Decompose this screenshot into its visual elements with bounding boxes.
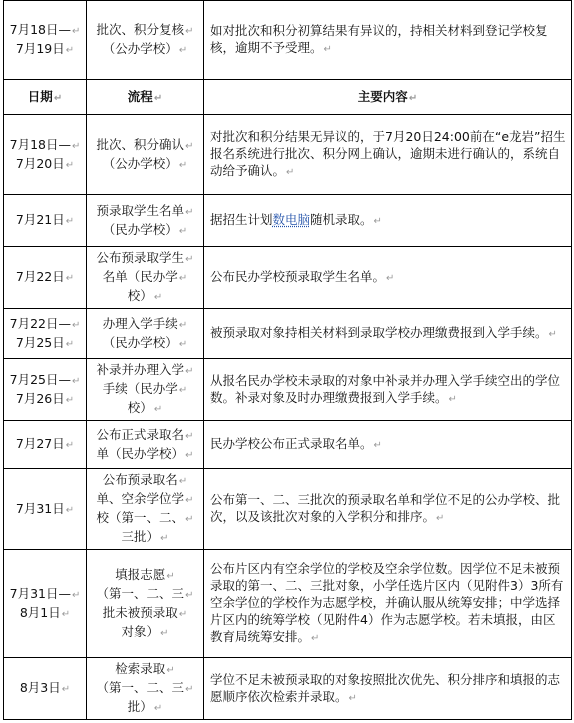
- paragraph-mark-icon: ↵: [178, 476, 188, 487]
- paragraph-mark-icon: ↵: [185, 26, 194, 37]
- date-line: [8, 268, 82, 287]
- process-text: （民办学校）: [102, 334, 178, 350]
- process-cell: [87, 195, 204, 247]
- table-row: [4, 421, 572, 469]
- process-line: [91, 528, 199, 547]
- date-line: [8, 679, 82, 698]
- date-text: 7月19日: [15, 41, 65, 56]
- process-text: 批次、积分确认: [96, 136, 185, 152]
- process-text: 预录取学生名单: [96, 202, 185, 218]
- process-line: [91, 21, 199, 40]
- paragraph-mark-icon: ↵: [166, 665, 175, 676]
- process-cell: [87, 1, 204, 80]
- paragraph-mark-icon: ↵: [178, 338, 188, 350]
- paragraph-mark-icon: ↵: [178, 45, 188, 56]
- content-text: 对批次和积分结果无异议的，于7月20日24:00前在“e龙岩”招生报名系统进行批次、积分网上确认，逾期未进行确认的，系统自动给予确认。: [210, 129, 566, 178]
- content-text: 据招生计划: [210, 212, 273, 227]
- content-cell: [204, 658, 572, 720]
- content-text: 从报名民办学校未录取的对象中补录并办理入学手续空出的学位数。补录对象及时办理缴费报到入学手续。: [210, 372, 561, 405]
- process-text: 公布预录取名: [102, 472, 178, 487]
- process-cell: [87, 550, 204, 658]
- process-line: [91, 490, 199, 509]
- content-cell: [204, 421, 572, 469]
- header-row: [4, 80, 572, 115]
- process-line: [91, 679, 199, 698]
- paragraph-mark-icon: ↵: [153, 292, 163, 303]
- table-row: [4, 115, 572, 195]
- table-row: [4, 469, 572, 550]
- process-text: 填报志愿: [115, 566, 166, 582]
- date-line: [8, 604, 82, 623]
- process-line: [91, 509, 199, 528]
- date-cell: [4, 421, 87, 469]
- paragraph-mark-icon: ↵: [448, 393, 457, 405]
- process-text: 单（民办学校）: [96, 445, 185, 461]
- date-text: 7月20日: [15, 155, 65, 171]
- process-text: 校（第一、二、: [96, 510, 185, 525]
- process-line: [91, 334, 199, 353]
- process-cell: [87, 115, 204, 195]
- date-text: 7月21日: [15, 212, 65, 227]
- paragraph-mark-icon: ↵: [65, 440, 75, 451]
- date-text: 7月27日: [15, 436, 65, 451]
- date-text: 8月3日: [19, 680, 61, 695]
- process-text: 批未被预录取: [102, 604, 178, 620]
- process-header: [87, 80, 204, 115]
- date-line: [8, 155, 82, 174]
- process-line: [91, 471, 199, 490]
- process-text: （公办学校）: [102, 155, 178, 171]
- content-cell: [204, 247, 572, 309]
- date-line: [8, 40, 82, 59]
- process-text: （第一、二、三: [96, 585, 185, 601]
- process-line: [91, 380, 199, 399]
- process-line: [91, 604, 199, 623]
- paragraph-mark-icon: ↵: [185, 684, 194, 695]
- table-row: [4, 359, 572, 421]
- process-line: [91, 585, 199, 604]
- paragraph-mark-icon: ↵: [71, 319, 81, 331]
- date-cell: [4, 247, 87, 309]
- process-line: [91, 698, 199, 717]
- content-cell: [204, 195, 572, 247]
- paragraph-mark-icon: ↵: [178, 273, 188, 284]
- date-line: [8, 21, 82, 40]
- date-text: 7月22日: [15, 269, 65, 284]
- table-row: [4, 1, 572, 80]
- process-line: [91, 287, 199, 306]
- paragraph-mark-icon: ↵: [166, 570, 175, 582]
- table-row: [4, 309, 572, 359]
- content-cell: [204, 115, 572, 195]
- date-cell: [4, 469, 87, 550]
- paragraph-mark-icon: ↵: [436, 513, 445, 524]
- date-header-text: 日期: [27, 88, 53, 104]
- process-text: （民办学校）: [102, 221, 178, 237]
- paragraph-mark-icon: ↵: [348, 692, 357, 704]
- date-line: [8, 500, 82, 519]
- date-text: 7月18日—: [9, 22, 71, 37]
- process-line: [91, 136, 199, 155]
- paragraph-mark-icon: ↵: [153, 404, 163, 415]
- date-line: [8, 390, 82, 409]
- process-cell: [87, 309, 204, 359]
- process-line: [91, 426, 199, 445]
- paragraph-mark-icon: ↵: [185, 366, 194, 377]
- process-line: [91, 40, 199, 59]
- process-line: [91, 202, 199, 221]
- content-text: 公布片区内有空余学位的学校及空余学位数。因学位不足未被预录取的第一、二、三批对象，小学任选片区内（见附件3）3所有空余学位的学校作为志愿学校，并确认服从统筹安排；中学选择片区内的统筹学校（见附件4）作为志愿学校。若未填报，由区教育局统筹安排。: [210, 561, 564, 644]
- paragraph-mark-icon: ↵: [185, 589, 194, 601]
- process-line: [91, 361, 199, 380]
- paragraph-mark-icon: ↵: [71, 26, 81, 37]
- paragraph-mark-icon: ↵: [185, 254, 194, 265]
- content-header: [204, 80, 572, 115]
- date-line: [8, 371, 82, 390]
- content-highlight-text: 数电脑: [272, 212, 311, 227]
- process-line: [91, 221, 199, 240]
- paragraph-mark-icon: ↵: [61, 684, 71, 695]
- date-cell: [4, 550, 87, 658]
- table-row: [4, 195, 572, 247]
- paragraph-mark-icon: ↵: [178, 159, 188, 171]
- date-text: 7月25日: [15, 334, 65, 350]
- paragraph-mark-icon: ↵: [323, 44, 332, 55]
- process-header-text: 流程: [127, 88, 153, 104]
- content-header-text: 主要内容: [357, 88, 408, 104]
- paragraph-mark-icon: ↵: [160, 533, 169, 544]
- paragraph-mark-icon: ↵: [185, 495, 194, 506]
- date-text: 7月31日—: [9, 585, 71, 601]
- process-line: [91, 566, 199, 585]
- process-text: 公布预录取学生: [96, 250, 185, 265]
- paragraph-mark-icon: ↵: [178, 225, 188, 237]
- process-cell: [87, 421, 204, 469]
- content-text: 公布第一、二、三批次的预录取名单和学位不足的公办学校、批次，以及该批次对象的入学积分和排序。: [210, 492, 561, 524]
- paragraph-mark-icon: ↵: [185, 206, 194, 218]
- date-line: [8, 435, 82, 454]
- content-text: 被预录取对象持相关材料到录取学校办理缴费报到入学手续。: [210, 325, 548, 340]
- date-text: 7月22日—: [9, 315, 71, 331]
- schedule-table-body: [4, 1, 572, 720]
- table-row: [4, 550, 572, 658]
- process-text: 单、空余学位学: [96, 491, 185, 506]
- paragraph-mark-icon: ↵: [65, 338, 75, 350]
- schedule-table: [3, 0, 572, 720]
- process-cell: [87, 658, 204, 720]
- paragraph-mark-icon: ↵: [185, 140, 194, 152]
- date-line: [8, 136, 82, 155]
- process-line: [91, 399, 199, 418]
- paragraph-mark-icon: ↵: [65, 394, 75, 406]
- process-line: [91, 315, 199, 334]
- paragraph-mark-icon: ↵: [178, 608, 188, 620]
- content-cell: [204, 550, 572, 658]
- paragraph-mark-icon: ↵: [61, 608, 71, 620]
- paragraph-mark-icon: ↵: [178, 385, 188, 396]
- process-text: 批）: [127, 699, 153, 714]
- process-cell: [87, 247, 204, 309]
- paragraph-mark-icon: ↵: [373, 440, 382, 451]
- date-line: [8, 334, 82, 353]
- process-cell: [87, 359, 204, 421]
- process-text: （公办学校）: [102, 41, 178, 56]
- process-text: 办理入学手续: [102, 315, 178, 331]
- process-line: [91, 623, 199, 642]
- paragraph-mark-icon: ↵: [71, 140, 81, 152]
- paragraph-mark-icon: ↵: [71, 375, 81, 387]
- paragraph-mark-icon: ↵: [185, 514, 194, 525]
- paragraph-mark-icon: ↵: [53, 92, 63, 104]
- date-text: 7月31日: [15, 500, 65, 516]
- paragraph-mark-icon: ↵: [386, 273, 395, 284]
- paragraph-mark-icon: ↵: [178, 319, 188, 331]
- schedule-table-wrapper: [3, 0, 571, 720]
- date-text: 7月26日: [15, 390, 65, 406]
- process-text: （第一、二、三: [96, 680, 185, 695]
- content-text: 公布民办学校预录取学生名单。: [210, 269, 386, 284]
- paragraph-mark-icon: ↵: [373, 216, 382, 227]
- process-text: 手续（民办学: [102, 381, 178, 396]
- process-text: 三批）: [121, 529, 160, 544]
- date-text: 7月25日—: [9, 371, 71, 387]
- process-line: [91, 660, 199, 679]
- date-text: 8月1日: [19, 604, 61, 620]
- paragraph-mark-icon: ↵: [71, 589, 81, 601]
- content-cell: [204, 309, 572, 359]
- table-row: [4, 247, 572, 309]
- process-line: [91, 445, 199, 464]
- process-line: [91, 268, 199, 287]
- date-cell: [4, 359, 87, 421]
- process-text: 补录并办理入学: [96, 362, 185, 377]
- process-text: 检索录取: [115, 661, 166, 676]
- paragraph-mark-icon: ↵: [65, 504, 75, 516]
- process-text: 校）: [127, 400, 153, 415]
- date-cell: [4, 658, 87, 720]
- content-cell: [204, 1, 572, 80]
- paragraph-mark-icon: ↵: [311, 633, 320, 644]
- content-text: 学位不足未被预录取的对象按照批次优先、积分排序和填报的志愿顺序依次检索并录取。: [210, 671, 561, 704]
- process-text: 对象）: [121, 623, 160, 639]
- content-text: 随机录取。: [310, 212, 373, 227]
- content-text: 如对批次和积分初算结果有异议的，持相关材料到登记学校复核，逾期不予受理。: [210, 23, 548, 55]
- process-cell: [87, 469, 204, 550]
- date-cell: [4, 195, 87, 247]
- paragraph-mark-icon: ↵: [185, 430, 194, 442]
- paragraph-mark-icon: ↵: [65, 273, 75, 284]
- process-text: 批次、积分复核: [96, 22, 185, 37]
- date-cell: [4, 115, 87, 195]
- date-cell: [4, 309, 87, 359]
- paragraph-mark-icon: ↵: [65, 216, 75, 227]
- process-line: [91, 155, 199, 174]
- paragraph-mark-icon: ↵: [185, 449, 194, 461]
- process-text: 校）: [127, 288, 153, 303]
- content-cell: [204, 469, 572, 550]
- process-text: 名单（民办学: [102, 269, 178, 284]
- paragraph-mark-icon: ↵: [408, 92, 418, 104]
- paragraph-mark-icon: ↵: [548, 329, 557, 340]
- date-line: [8, 315, 82, 334]
- date-line: [8, 585, 82, 604]
- content-text: 民办学校公布正式录取名单。: [210, 436, 373, 451]
- date-text: 7月18日—: [9, 136, 71, 152]
- table-row: [4, 658, 572, 720]
- date-header: [4, 80, 87, 115]
- date-cell: [4, 1, 87, 80]
- paragraph-mark-icon: ↵: [65, 45, 75, 56]
- date-line: [8, 211, 82, 230]
- paragraph-mark-icon: ↵: [153, 703, 163, 714]
- paragraph-mark-icon: ↵: [286, 167, 295, 178]
- process-line: [91, 249, 199, 268]
- paragraph-mark-icon: ↵: [153, 92, 163, 104]
- process-text: 公布正式录取名: [96, 426, 185, 442]
- paragraph-mark-icon: ↵: [65, 159, 75, 171]
- paragraph-mark-icon: ↵: [160, 627, 169, 639]
- content-cell: [204, 359, 572, 421]
